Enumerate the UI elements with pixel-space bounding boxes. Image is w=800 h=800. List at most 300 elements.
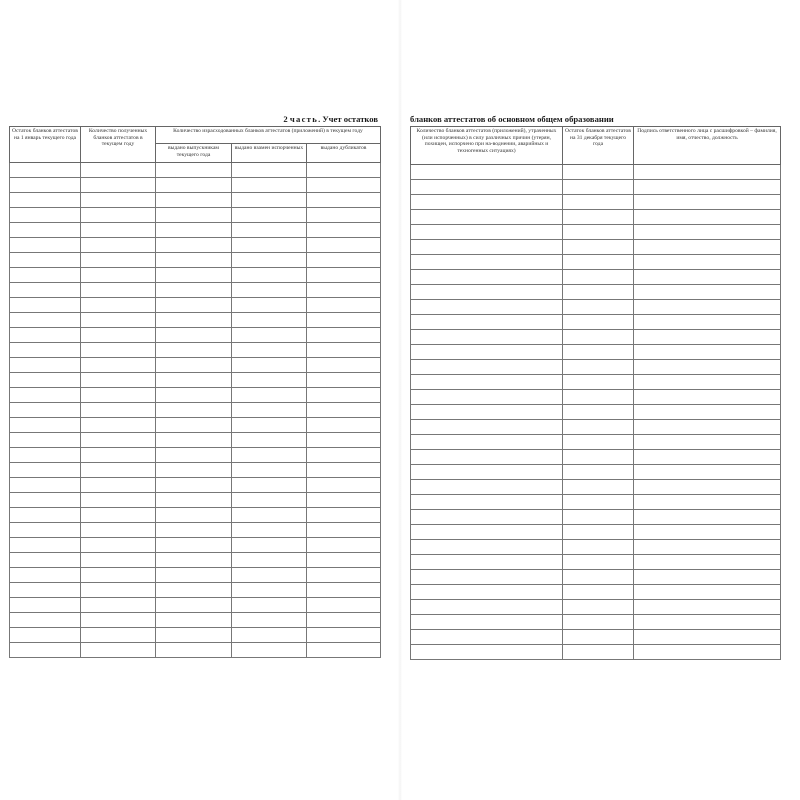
right-table-row <box>411 555 781 570</box>
left-table-cell <box>156 193 232 208</box>
left-table-row <box>10 463 381 478</box>
left-table-cell <box>307 388 381 403</box>
right-table-cell <box>563 495 634 510</box>
left-table-cell <box>10 568 81 583</box>
left-table-cell <box>10 298 81 313</box>
right-table-cell <box>411 420 563 435</box>
left-table-cell <box>81 493 156 508</box>
right-table-row <box>411 255 781 270</box>
right-table-cell <box>411 240 563 255</box>
right-table-cell <box>563 555 634 570</box>
left-table-cell <box>307 613 381 628</box>
left-table-row <box>10 478 381 493</box>
left-table-cell <box>232 178 307 193</box>
right-table-cell <box>411 600 563 615</box>
right-table-row <box>411 390 781 405</box>
left-table-row <box>10 418 381 433</box>
right-table-cell <box>634 375 781 390</box>
right-table-row <box>411 405 781 420</box>
left-table-cell <box>307 463 381 478</box>
right-table-cell <box>411 465 563 480</box>
left-table-cell <box>10 463 81 478</box>
left-table-cell <box>81 163 156 178</box>
left-table-cell <box>307 433 381 448</box>
right-table-row <box>411 540 781 555</box>
left-table-cell <box>307 313 381 328</box>
left-table-cell <box>232 328 307 343</box>
left-table-cell <box>10 388 81 403</box>
left-table-cell <box>156 238 232 253</box>
title-right-part: бланков аттестатов об основном общем образовании <box>410 114 614 124</box>
right-table-cell <box>563 645 634 660</box>
right-table-cell <box>411 570 563 585</box>
left-table-cell <box>81 568 156 583</box>
right-table-cell <box>563 165 634 180</box>
right-table-cell <box>411 210 563 225</box>
left-table-cell <box>232 478 307 493</box>
right-table-cell <box>563 615 634 630</box>
right-table-cell <box>411 585 563 600</box>
left-table-cell <box>10 403 81 418</box>
left-table-cell <box>232 223 307 238</box>
left-table-cell <box>156 208 232 223</box>
left-table-row <box>10 223 381 238</box>
left-table-cell <box>232 313 307 328</box>
right-table-cell <box>411 405 563 420</box>
left-table-cell <box>307 208 381 223</box>
left-table-cell <box>81 388 156 403</box>
right-table-cell <box>634 360 781 375</box>
left-table-cell <box>307 193 381 208</box>
right-table-cell <box>563 210 634 225</box>
left-table-cell <box>307 478 381 493</box>
left-table-cell <box>81 253 156 268</box>
right-table-cell <box>411 525 563 540</box>
right-table-row <box>411 315 781 330</box>
right-table-row <box>411 465 781 480</box>
right-table-cell <box>634 330 781 345</box>
left-table-cell <box>156 598 232 613</box>
left-table-cell <box>10 253 81 268</box>
left-table-row <box>10 613 381 628</box>
left-table-cell <box>156 583 232 598</box>
right-table-cell <box>563 375 634 390</box>
left-table-cell <box>232 568 307 583</box>
left-table-row <box>10 313 381 328</box>
right-table-cell <box>411 375 563 390</box>
right-table-cell <box>563 510 634 525</box>
left-table-row <box>10 598 381 613</box>
left-table-cell <box>232 433 307 448</box>
right-table-cell <box>411 330 563 345</box>
right-table-cell <box>563 525 634 540</box>
right-table-cell <box>634 270 781 285</box>
left-table-row <box>10 553 381 568</box>
left-table-cell <box>307 223 381 238</box>
left-table-row <box>10 238 381 253</box>
right-table-cell <box>563 195 634 210</box>
right-table-cell <box>563 435 634 450</box>
left-table-cell <box>10 508 81 523</box>
left-table-cell <box>232 508 307 523</box>
left-table-cell <box>232 403 307 418</box>
left-table-cell <box>81 268 156 283</box>
left-table-cell <box>307 553 381 568</box>
right-table-cell <box>634 525 781 540</box>
right-table-cell <box>563 285 634 300</box>
right-table-cell <box>563 540 634 555</box>
left-table-cell <box>156 568 232 583</box>
right-table-row <box>411 210 781 225</box>
right-table-cell <box>634 465 781 480</box>
right-table-row <box>411 615 781 630</box>
left-table-cell <box>156 538 232 553</box>
left-table-cell <box>232 493 307 508</box>
header-received: Количество полученных бланков аттестатов в текущем году <box>81 127 156 163</box>
right-table-cell <box>563 315 634 330</box>
left-table-cell <box>232 163 307 178</box>
left-table-cell <box>81 403 156 418</box>
right-table-body <box>411 165 781 660</box>
right-table-cell <box>411 195 563 210</box>
left-table-cell <box>81 178 156 193</box>
left-table-cell <box>10 358 81 373</box>
left-table-cell <box>10 208 81 223</box>
right-table-cell <box>411 360 563 375</box>
left-table-cell <box>81 583 156 598</box>
right-table-cell <box>634 510 781 525</box>
right-table-row <box>411 645 781 660</box>
left-table-cell <box>81 463 156 478</box>
left-table-cell <box>156 613 232 628</box>
left-table-row <box>10 583 381 598</box>
right-table-cell <box>563 600 634 615</box>
right-table-cell <box>563 465 634 480</box>
header-issued-duplicates: выдано дубликатов <box>307 144 381 163</box>
right-table-cell <box>634 630 781 645</box>
right-table-cell <box>411 390 563 405</box>
left-table-cell <box>307 568 381 583</box>
left-table-cell <box>232 208 307 223</box>
left-table-cell <box>232 418 307 433</box>
right-table-row <box>411 495 781 510</box>
right-table-cell <box>411 315 563 330</box>
left-table-cell <box>232 283 307 298</box>
left-table-row <box>10 178 381 193</box>
right-table-cell <box>563 480 634 495</box>
right-table-cell <box>563 300 634 315</box>
right-table-row <box>411 630 781 645</box>
left-table-cell <box>232 538 307 553</box>
right-table-cell <box>411 270 563 285</box>
right-table-cell <box>411 225 563 240</box>
right-table-cell <box>411 480 563 495</box>
right-table-cell <box>634 315 781 330</box>
left-table-cell <box>10 418 81 433</box>
right-table-row <box>411 225 781 240</box>
right-table-cell <box>634 450 781 465</box>
left-table-row <box>10 373 381 388</box>
right-table-cell <box>411 630 563 645</box>
left-table-cell <box>307 238 381 253</box>
left-table-cell <box>10 313 81 328</box>
left-table-cell <box>81 433 156 448</box>
left-table-cell <box>307 358 381 373</box>
left-table-cell <box>81 373 156 388</box>
right-table-cell <box>634 405 781 420</box>
left-table-row <box>10 253 381 268</box>
right-table-row <box>411 600 781 615</box>
remainders-table-left <box>9 126 381 658</box>
left-table-cell <box>81 508 156 523</box>
right-table-cell <box>563 390 634 405</box>
left-table-cell <box>156 328 232 343</box>
left-table-cell <box>10 178 81 193</box>
right-table-cell <box>634 285 781 300</box>
right-table-row <box>411 300 781 315</box>
left-table-row <box>10 643 381 658</box>
right-table-cell <box>411 645 563 660</box>
right-table-cell <box>634 540 781 555</box>
left-table-cell <box>307 493 381 508</box>
right-table-cell <box>411 165 563 180</box>
right-table-cell <box>563 585 634 600</box>
header-opening-balance: Остаток бланков аттестатов на 1 январь текущего года <box>10 127 81 163</box>
left-table-cell <box>232 583 307 598</box>
left-table-cell <box>10 238 81 253</box>
left-table-cell <box>307 253 381 268</box>
right-table-cell <box>634 585 781 600</box>
left-table-row <box>10 508 381 523</box>
remainders-table-right <box>410 126 781 660</box>
right-table-cell <box>563 570 634 585</box>
left-table-cell <box>10 343 81 358</box>
left-table-cell <box>307 178 381 193</box>
right-table-row <box>411 435 781 450</box>
right-table-cell <box>634 225 781 240</box>
left-table-cell <box>307 298 381 313</box>
left-table-cell <box>307 628 381 643</box>
left-table-cell <box>232 268 307 283</box>
left-table-cell <box>156 553 232 568</box>
left-table-cell <box>10 328 81 343</box>
left-table-row <box>10 268 381 283</box>
right-table-cell <box>634 345 781 360</box>
left-table-cell <box>156 388 232 403</box>
left-table-cell <box>307 283 381 298</box>
right-table-cell <box>563 345 634 360</box>
left-table-cell <box>10 538 81 553</box>
left-table-cell <box>156 373 232 388</box>
right-table-cell <box>411 180 563 195</box>
right-table-cell <box>634 435 781 450</box>
left-table-cell <box>156 418 232 433</box>
left-table-row <box>10 298 381 313</box>
right-table-cell <box>634 600 781 615</box>
left-table-row <box>10 403 381 418</box>
right-table-cell <box>411 555 563 570</box>
left-table-cell <box>81 313 156 328</box>
left-table-cell <box>156 163 232 178</box>
left-table-cell <box>10 493 81 508</box>
left-table-row <box>10 538 381 553</box>
left-table-cell <box>232 448 307 463</box>
left-table-body <box>10 163 381 658</box>
left-table-row <box>10 358 381 373</box>
left-table-cell <box>81 418 156 433</box>
left-table-cell <box>10 223 81 238</box>
header-signature: Подпись ответственного лица с расшифровкой – фамилия, имя, отчество, должность <box>634 127 781 165</box>
left-table-cell <box>156 448 232 463</box>
left-table-cell <box>10 628 81 643</box>
left-table-cell <box>232 598 307 613</box>
left-table-cell <box>81 358 156 373</box>
left-table-row <box>10 388 381 403</box>
left-table-cell <box>232 358 307 373</box>
left-table-cell <box>81 298 156 313</box>
right-table-cell <box>411 495 563 510</box>
header-issued-replacement: выдано взамен испорченных <box>232 144 307 163</box>
left-table-cell <box>232 643 307 658</box>
left-table-cell <box>81 523 156 538</box>
left-table-cell <box>10 283 81 298</box>
left-table-row <box>10 448 381 463</box>
left-table-cell <box>232 373 307 388</box>
left-table-cell <box>156 628 232 643</box>
left-table-cell <box>232 523 307 538</box>
left-table-cell <box>156 433 232 448</box>
right-table-cell <box>563 330 634 345</box>
right-table-cell <box>634 615 781 630</box>
left-table-cell <box>232 193 307 208</box>
left-table-row <box>10 283 381 298</box>
right-table-cell <box>634 165 781 180</box>
right-table-row <box>411 240 781 255</box>
left-table-cell <box>232 553 307 568</box>
right-table-cell <box>634 240 781 255</box>
left-table-cell <box>307 508 381 523</box>
left-table-cell <box>81 643 156 658</box>
right-table-cell <box>563 240 634 255</box>
left-table-cell <box>10 583 81 598</box>
left-table-row <box>10 493 381 508</box>
left-table-cell <box>156 643 232 658</box>
right-table-cell <box>563 180 634 195</box>
left-table-cell <box>232 613 307 628</box>
right-table-cell <box>563 360 634 375</box>
left-table-cell <box>10 448 81 463</box>
right-table-cell <box>563 630 634 645</box>
left-table-cell <box>307 403 381 418</box>
left-table-cell <box>81 343 156 358</box>
header-closing-balance: Остаток бланков аттестатов на 31 декабря текущего года <box>563 127 634 165</box>
left-table-cell <box>81 613 156 628</box>
left-table-cell <box>10 268 81 283</box>
left-table-cell <box>232 343 307 358</box>
right-table-row <box>411 195 781 210</box>
left-table-cell <box>10 553 81 568</box>
left-table-cell <box>81 193 156 208</box>
left-table-row <box>10 343 381 358</box>
left-table-cell <box>10 373 81 388</box>
left-table-cell <box>307 163 381 178</box>
right-table-cell <box>634 645 781 660</box>
right-table-row <box>411 180 781 195</box>
title-part-word: часть <box>289 114 319 124</box>
left-table-cell <box>307 373 381 388</box>
left-table-cell <box>156 268 232 283</box>
right-table-cell <box>634 495 781 510</box>
left-table-cell <box>10 643 81 658</box>
right-table-row <box>411 270 781 285</box>
right-table-cell <box>634 210 781 225</box>
right-table-cell <box>634 195 781 210</box>
left-table-cell <box>81 208 156 223</box>
right-table-cell <box>563 270 634 285</box>
right-table-cell <box>411 615 563 630</box>
left-table-cell <box>307 583 381 598</box>
right-table-cell <box>411 540 563 555</box>
right-table-cell <box>563 420 634 435</box>
right-table-cell <box>411 345 563 360</box>
right-table-cell <box>563 405 634 420</box>
right-table-row <box>411 525 781 540</box>
left-table-cell <box>156 523 232 538</box>
header-lost-spoiled: Количество бланков аттестатов (приложений), утраченных (или испорченных) в силу различных причин (утерян, похищен, испорчено при на-воднении, аварийных и техногенных ситуациях) <box>411 127 563 165</box>
left-table-row <box>10 163 381 178</box>
right-table-row <box>411 585 781 600</box>
left-table-cell <box>156 463 232 478</box>
right-table-cell <box>411 300 563 315</box>
left-table-cell <box>10 523 81 538</box>
left-table-cell <box>232 253 307 268</box>
left-table-cell <box>307 523 381 538</box>
right-table-row <box>411 420 781 435</box>
right-table-cell <box>634 570 781 585</box>
left-table-cell <box>156 508 232 523</box>
right-table-cell <box>411 255 563 270</box>
right-table-cell <box>563 225 634 240</box>
right-table-cell <box>411 285 563 300</box>
right-table-row <box>411 510 781 525</box>
left-table-cell <box>81 448 156 463</box>
left-table-cell <box>307 598 381 613</box>
left-table-cell <box>81 538 156 553</box>
left-table-cell <box>156 283 232 298</box>
right-table-cell <box>634 180 781 195</box>
left-table-row <box>10 568 381 583</box>
left-table-cell <box>81 628 156 643</box>
left-table-cell <box>81 328 156 343</box>
left-table-cell <box>156 493 232 508</box>
right-table-row <box>411 345 781 360</box>
left-table-cell <box>156 403 232 418</box>
right-table-row <box>411 375 781 390</box>
left-table-cell <box>156 313 232 328</box>
left-table-cell <box>232 298 307 313</box>
left-table-cell <box>81 223 156 238</box>
left-table-row <box>10 433 381 448</box>
left-table-cell <box>81 553 156 568</box>
right-page <box>400 0 800 800</box>
title-left-part <box>283 114 378 124</box>
left-table-cell <box>232 628 307 643</box>
left-table-cell <box>307 343 381 358</box>
left-table-cell <box>232 238 307 253</box>
left-table-cell <box>10 433 81 448</box>
left-table-row <box>10 328 381 343</box>
right-table-cell <box>411 450 563 465</box>
